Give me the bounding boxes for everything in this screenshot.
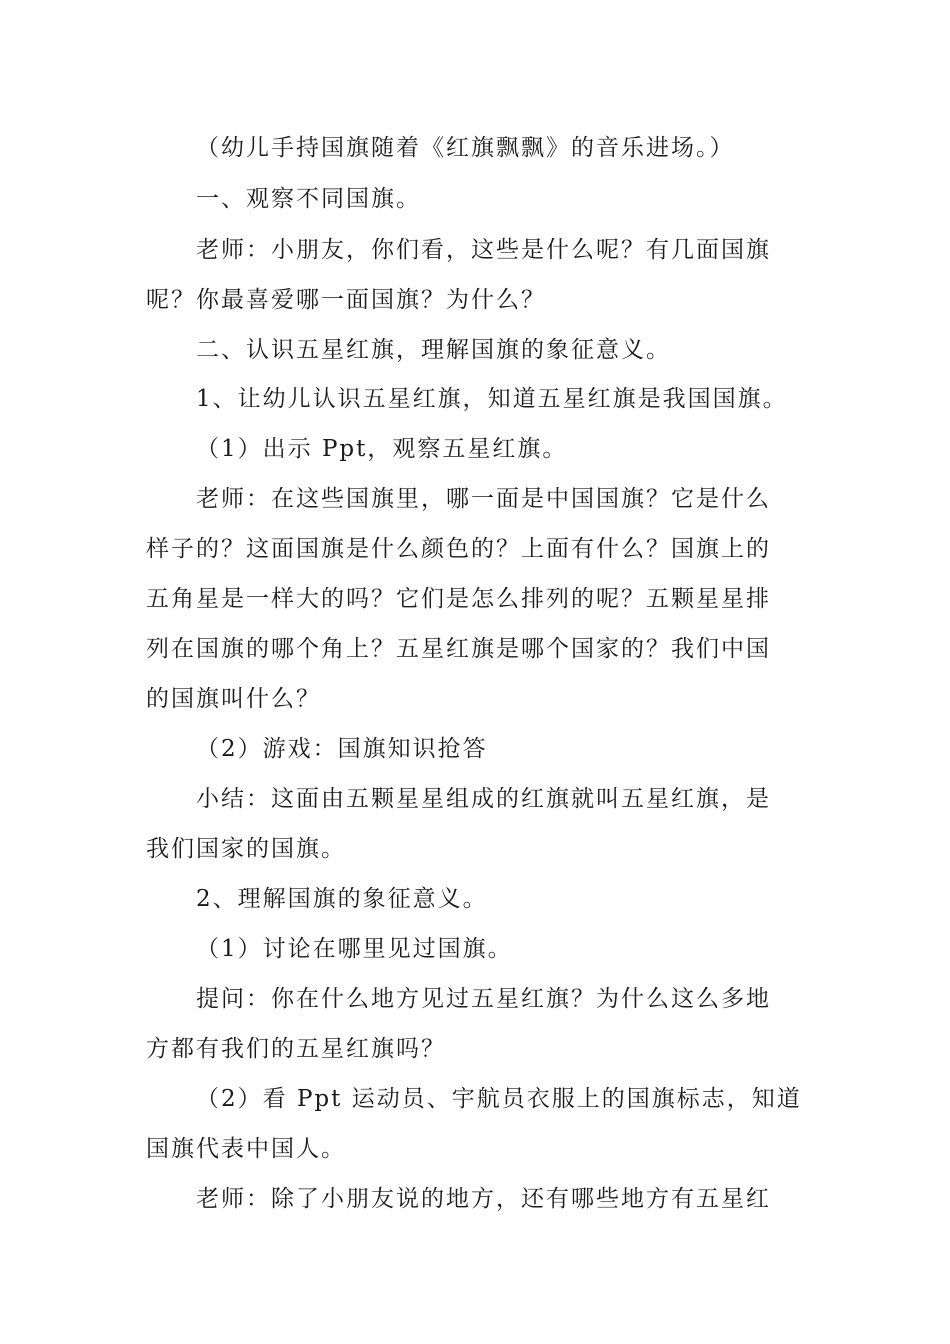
text-line: （2）看 Ppt 运动员、宇航员衣服上的国旗标志，知道 [196, 1086, 802, 1112]
text-line: 我们国家的国旗。 [146, 836, 346, 862]
text-line: （幼儿手持国旗随着《红旗飘飘》的音乐进场。） [196, 135, 735, 161]
text-line: （1）讨论在哪里见过国旗。 [196, 936, 513, 962]
text-line: 样子的？这面国旗是什么颜色的？上面有什么？国旗上的 [146, 536, 771, 562]
text-line: 五角星是一样大的吗？它们是怎么排列的呢？五颗星星排 [146, 586, 771, 612]
text-line: 1、让幼儿认识五星红旗，知道五星红旗是我国国旗。 [196, 386, 788, 412]
text-line: 小结：这面由五颗星星组成的红旗就叫五星红旗，是 [196, 786, 771, 812]
text-line: 老师：除了小朋友说的地方，还有哪些地方有五星红 [196, 1186, 771, 1212]
section-heading: 一、观察不同国旗。 [196, 186, 421, 212]
section-heading: 2、理解国旗的象征意义。 [196, 886, 488, 912]
text-line: 国旗代表中国人。 [146, 1136, 346, 1162]
text-line: 列在国旗的哪个角上？五星红旗是哪个国家的？我们中国 [146, 636, 771, 662]
text-line: （1）出示 Ppt，观察五星红旗。 [196, 436, 568, 462]
text-line: 的国旗叫什么？ [146, 686, 321, 712]
text-line: 方都有我们的五星红旗吗？ [146, 1036, 446, 1062]
text-line: （2）游戏：国旗知识抢答 [196, 736, 488, 762]
text-line: 呢？你最喜爱哪一面国旗？为什么？ [146, 287, 546, 313]
section-heading: 二、认识五星红旗，理解国旗的象征意义。 [196, 337, 671, 363]
text-line: 提问：你在什么地方见过五星红旗？为什么这么多地 [196, 986, 771, 1012]
text-line: 老师：在这些国旗里，哪一面是中国国旗？它是什么 [196, 486, 771, 512]
text-line: 老师：小朋友，你们看，这些是什么呢？有几面国旗 [196, 237, 771, 263]
